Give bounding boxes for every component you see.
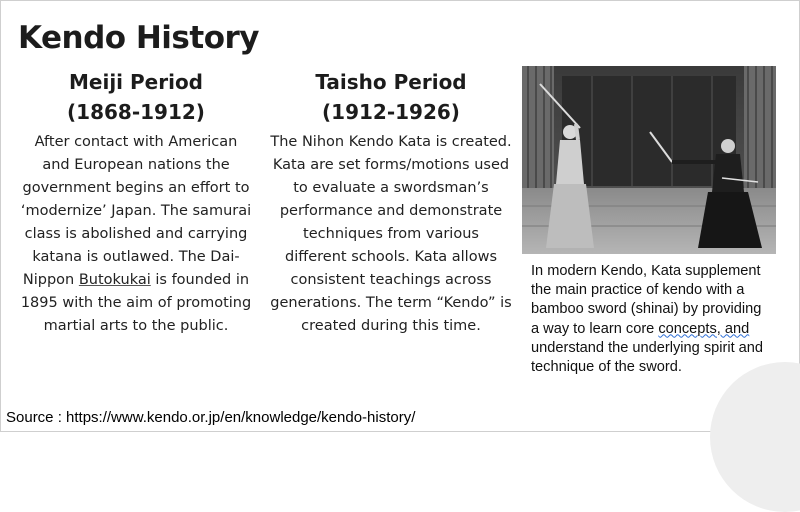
meiji-heading-line2: (1868-1912)	[67, 100, 205, 124]
photo-caption	[531, 262, 771, 377]
meiji-body-text: After contact with American and European nations the government begins an effort to ‘modernize’ Japan. The samurai class is abolished and carrying katana is outlawed. The Dai-Nippon	[20, 134, 252, 288]
caption-text-end: understand the underlying spirit and technique of the sword.	[531, 339, 764, 376]
source-citation[interactable]: Source : https://www.kendo.or.jp/en/knowledge/kendo-history/	[6, 409, 416, 426]
taisho-heading-line1: Taisho Period	[315, 70, 467, 94]
meiji-body-text-end: is founded in 1895 with the aim of promoting martial arts to the public.	[20, 272, 252, 334]
caption-text: In modern Kendo, Kata supplement the main practice of kendo with a bamboo sword (shinai) by providing a way to learn core	[531, 263, 762, 337]
meiji-body	[20, 131, 252, 338]
caption-marked-text: concepts, and	[658, 320, 750, 337]
taisho-body: The Nihon Kendo Kata is created. Kata are set forms/motions used to evaluate a swordsman’s performance and demonstrate techniques from various different schools. Kata allows consistent teachings across generations. The term “Kendo” is created during this time.	[270, 134, 512, 334]
kendo-kata-photo	[522, 66, 776, 254]
meiji-heading-line1: Meiji Period	[69, 70, 203, 94]
butokukai-link[interactable]: Butokukai	[78, 272, 151, 288]
meiji-column	[20, 67, 252, 338]
taisho-column	[270, 67, 512, 338]
page-title: Kendo History	[18, 20, 259, 56]
taisho-heading-line2: (1912-1926)	[322, 100, 460, 124]
